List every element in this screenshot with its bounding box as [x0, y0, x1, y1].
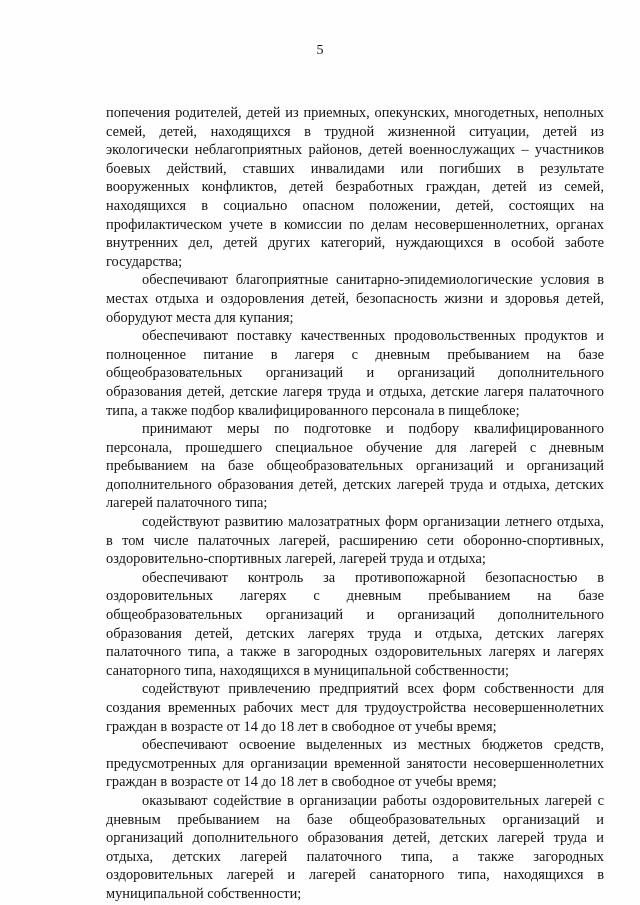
paragraph-temporary-jobs: содействуют привлечению предприятий всех форм собственности для создания временных рабочих мест для трудоустройства несовершеннолетних граждан в возрасте от 14 до 18 лет в свободное от учебы время; [106, 681, 604, 735]
paragraph-continuation: попечения родителей, детей из приемных, опекунских, многодетных, неполных семей, детей, находящихся в трудной жизненной ситуации, детей из экологически неблагоприятных районов, детей военнослужащих – участников боевых действий, ставших инвалидами или погибших в результате вооруженных конфликтов, детей безработных граждан, детей из семей, находящихся в социально опасном положении, детей, состоящих на профилактическом учете в комиссии по делам несовершеннолетних, органах внутренних дел, детей других категорий, нуждающихся в особой заботе государства; [106, 105, 604, 270]
paragraph-staff-training: принимают меры по подготовке и подбору квалифицированного персонала, прошедшего специальное обучение для лагерей с дневным пребыванием на базе общеобразовательных организаций и организаций дополнительного образования детей, детских лагерей труда и отдыха, детских лагерей палаточного типа; [106, 421, 604, 512]
paragraph-food-supply: обеспечивают поставку качественных продовольственных продуктов и полноценное питание в лагеря с дневным пребыванием на базе общеобразовательных организаций и организаций дополнительного образования детей, детские лагеря труда и отдыха, детские лагеря палаточного типа, а также подбор квалифицированного персонала в пищеблоке; [106, 328, 604, 419]
paragraph-camp-assistance: оказывают содействие в организации работы оздоровительных лагерей с дневным пребыванием на базе общеобразовательных организаций и организаций дополнительного образования детей, детских лагерей труда и отдыха, детских лагерей палаточного типа, а также загородных оздоровительных лагерей и лагерей санаторного типа, находящихся в муниципальной собственности; [106, 792, 604, 902]
paragraph-low-cost-forms: содействуют развитию малозатратных форм организации летнего отдыха, в том числе палаточных лагерей, расширению сети оборонно-спортивных, оздоровительно-спортивных лагерей, лагерей труда и отдыха; [106, 514, 604, 568]
document-body [106, 104, 604, 904]
page-number: 5 [316, 43, 324, 58]
paragraph-sanitary-conditions: обеспечивают благоприятные санитарно-эпидемиологические условия в местах отдыха и оздоровления детей, безопасность жизни и здоровья детей, оборудуют места для купания; [106, 272, 604, 326]
paragraph-budget-funds: обеспечивают освоение выделенных из местных бюджетов средств, предусмотренных для организации временной занятости несовершеннолетних граждан в возрасте от 14 до 18 лет в свободное от учебы время; [106, 737, 604, 791]
paragraph-fire-safety: обеспечивают контроль за противопожарной безопасностью в оздоровительных лагерях с дневным пребыванием на базе общеобразовательных организаций и организаций дополнительного образования детей, детских лагерях труда и отдыха, детских лагерях палаточного типа, а также в загородных оздоровительных лагерях и лагерях санаторного типа, находящихся в муниципальной собственности; [106, 569, 604, 679]
